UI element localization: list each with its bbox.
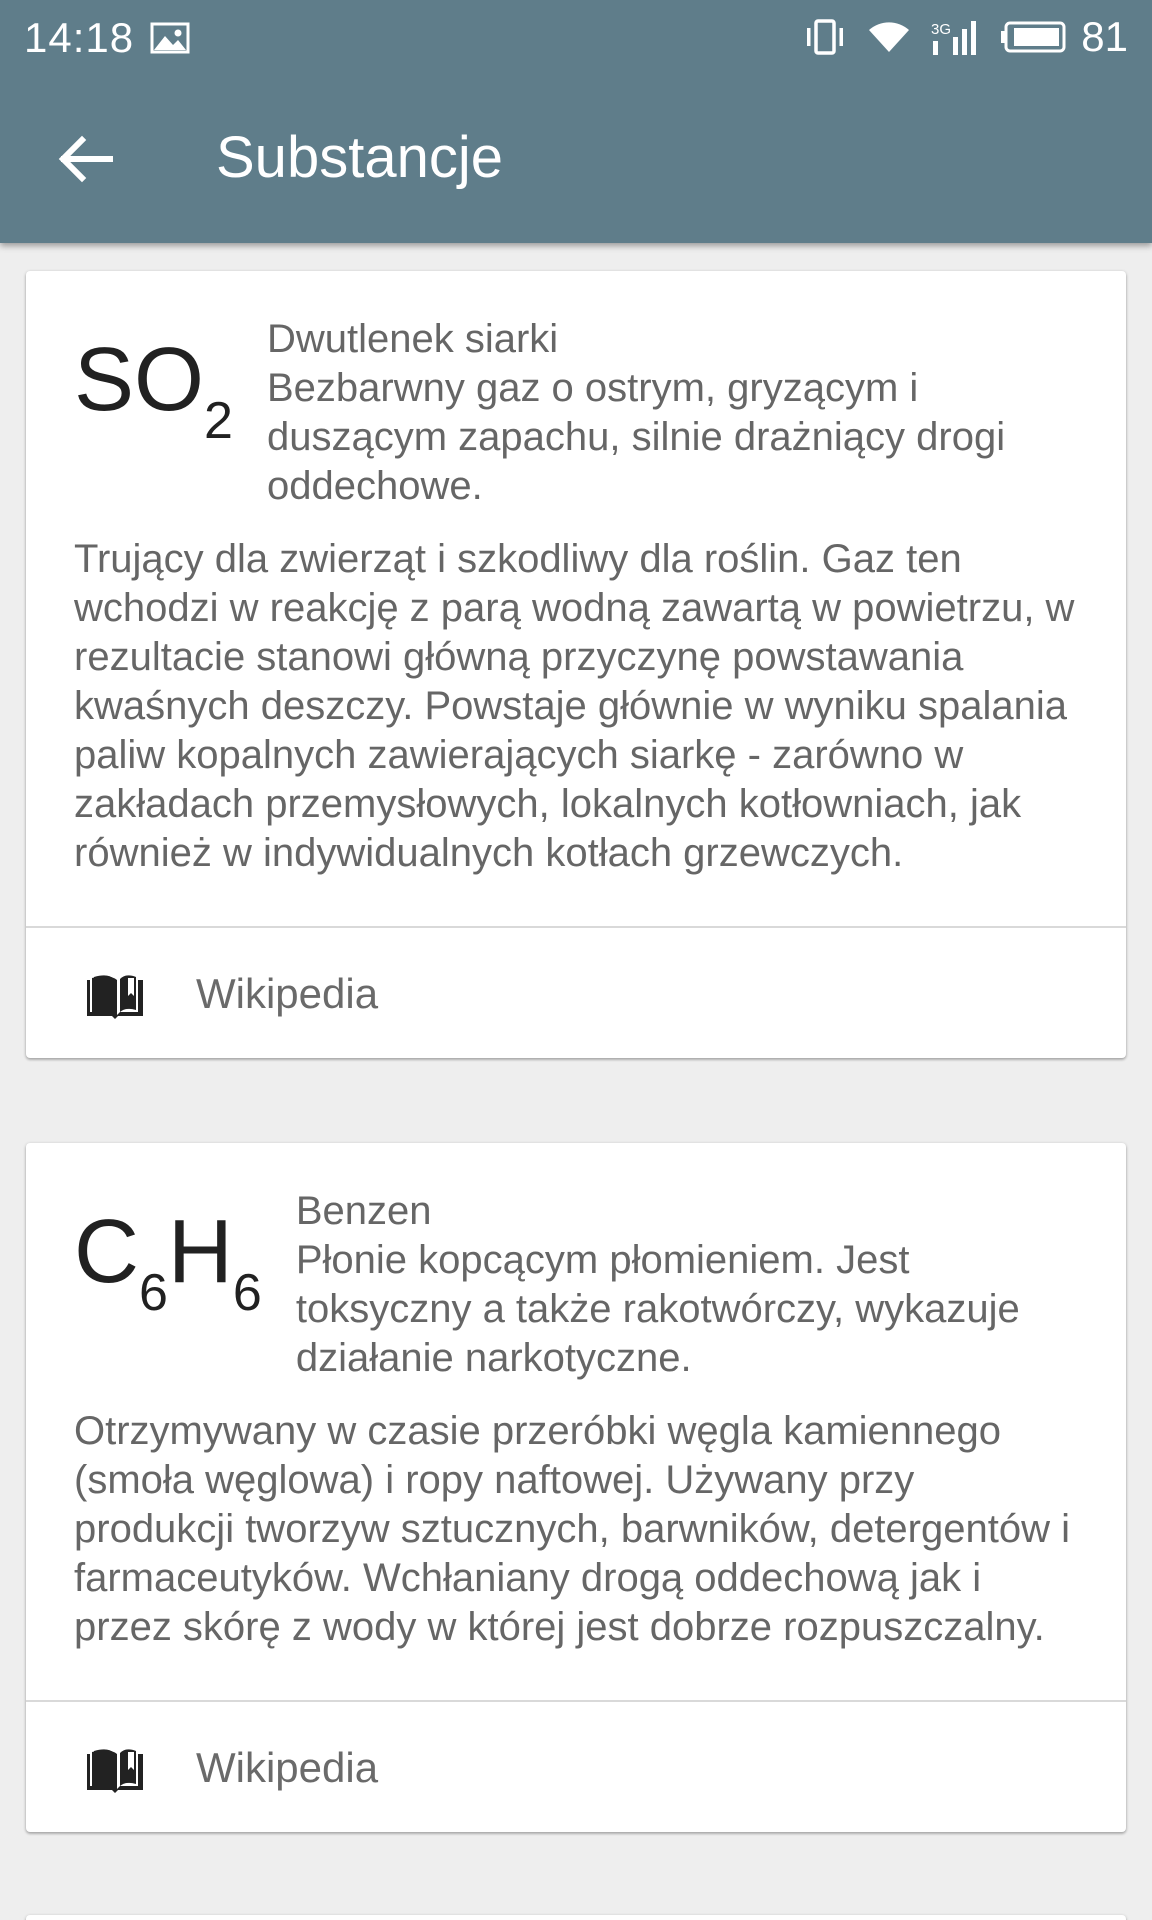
formula-subscript: 2 xyxy=(204,392,233,450)
substance-description: Otrzymywany w czasie przeróbki węgla kamiennego (smoła węglowa) i ropy naftowej. Używany przy produkcji tworzyw sztucznych, barwników, detergentów i farmaceutyków. Wchłaniany drogą oddechową jak i przez skórę z wody w której jest dobrze rozpuszczalny. xyxy=(74,1409,1070,1649)
card-header xyxy=(74,315,1078,511)
substance-card xyxy=(26,1915,1126,1920)
status-bar xyxy=(0,0,1152,76)
substance-name: Dwutlenek siarki xyxy=(266,317,559,361)
substance-name: Benzen xyxy=(295,1189,432,1233)
battery-icon xyxy=(1001,20,1067,54)
substance-short-description: Bezbarwny gaz o ostrym, gryzącym i duszącym zapachu, silnie drażniący drogi oddechowe. xyxy=(266,366,1006,508)
toolbar xyxy=(0,76,1152,243)
vibrate-icon xyxy=(803,17,847,57)
substance-summary xyxy=(267,315,1078,511)
substance-card xyxy=(26,271,1126,1058)
card-body xyxy=(26,1143,1126,1700)
chemical-formula xyxy=(74,330,233,450)
status-icons xyxy=(783,12,1128,62)
svg-text:3G: 3G xyxy=(931,21,952,38)
substance-summary xyxy=(296,1187,1078,1383)
formula-part: SO xyxy=(74,330,205,430)
formula-subscript: 6 xyxy=(232,1264,262,1322)
wikipedia-label: Wikipedia xyxy=(196,1744,379,1791)
substance-list[interactable] xyxy=(0,243,1152,1920)
wifi-icon xyxy=(867,19,911,55)
battery-level: 81 xyxy=(1081,13,1128,60)
chemical-formula xyxy=(74,1202,262,1322)
formula-part: H xyxy=(167,1202,233,1302)
formula-part: C xyxy=(74,1202,139,1302)
status-time: 14:18 xyxy=(24,14,135,61)
page-title: Substancje xyxy=(216,125,503,190)
arrow-back-icon[interactable] xyxy=(54,128,116,190)
cellular-3g-icon xyxy=(931,17,981,57)
wikipedia-label: Wikipedia xyxy=(196,970,379,1017)
card-body xyxy=(26,271,1126,926)
image-icon xyxy=(150,22,190,54)
formula-subscript: 6 xyxy=(139,1264,168,1322)
substance-description: Trujący dla zwierząt i szkodliwy dla roślin. Gaz ten wchodzi w reakcję z parą wodną zawartą w powietrzu, w rezultacie stanowi główną przyczynę powstawania kwaśnych deszczy. Powstaje głównie w wyniku spalania paliw kopalnych zawierających siarkę - zarówno w zakładach przemysłowych, lokalnych kotłowniach, jak również w indywidualnych kotłach grzewczych. xyxy=(74,537,1075,875)
substance-short-description: Płonie kopcącym płomieniem. Jest toksyczny a także rakotwórczy, wykazuje działanie narkotyczne. xyxy=(295,1238,1020,1380)
book-icon xyxy=(84,974,146,1020)
wikipedia-button[interactable] xyxy=(26,1702,1126,1832)
substance-card xyxy=(26,1143,1126,1832)
card-header xyxy=(74,1187,1078,1383)
app-bar xyxy=(0,0,1152,243)
book-icon xyxy=(84,1748,146,1794)
wikipedia-button[interactable] xyxy=(26,928,1126,1058)
